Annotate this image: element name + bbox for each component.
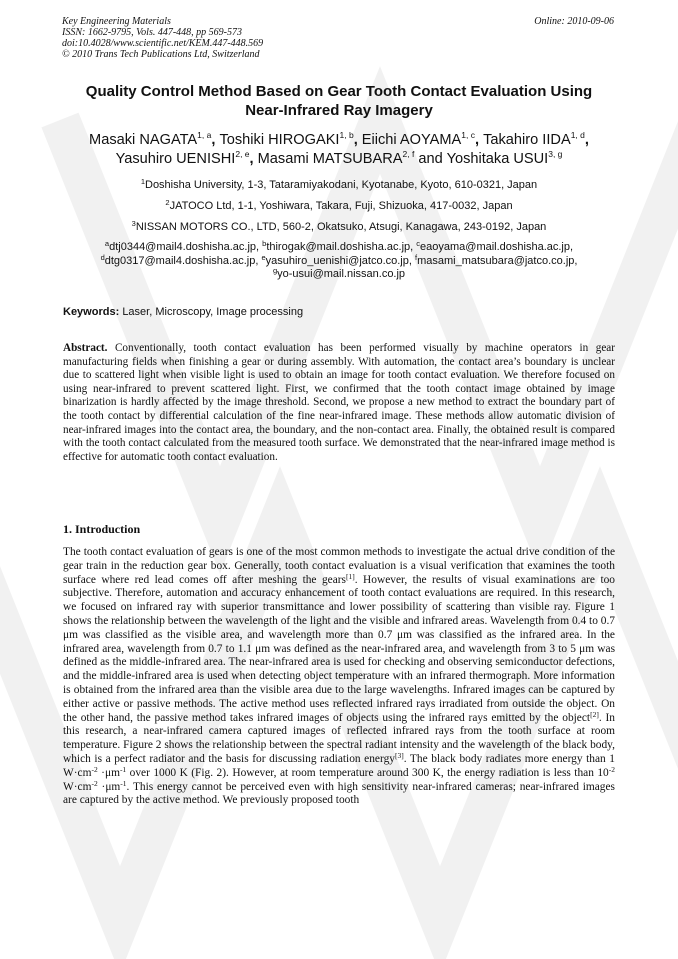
- author-name: Masami MATSUBARA: [257, 151, 403, 167]
- title-line-1: Quality Control Method Based on Gear Tooth Contact Evaluation Using: [85, 83, 593, 100]
- author-sup: 1, a: [197, 130, 212, 140]
- author-list: Masaki NAGATA$^{1, a}$, Toshiki HIROGAKI$^{1, b}$, Eiichi AOYAMA$^{1, c}$, Takahiro IIDA$^{1, d}$, Yasuhiro UENISHI$^{2, e}$, Masami MATSUBARA$^{2, f}$ and Yoshitaka USUI$^{3, g}$: [89, 130, 589, 167]
- online-date: Online: 2010-09-06: [534, 16, 614, 27]
- affiliation-2: [40, 200, 638, 213]
- email-address[interactable]: thirogak@mail.doshisha.ac.jp,: [266, 241, 414, 253]
- exponent: -1: [120, 778, 127, 788]
- citation-ref[interactable]: [1]: [346, 571, 355, 581]
- author-sup: 1, c: [461, 130, 475, 140]
- journal-header: [62, 16, 263, 60]
- affiliation-3: [40, 221, 638, 234]
- affiliation-text: JATOCO Ltd, 1-1, Yoshiwara, Takara, Fuji, Shizuoka, 417-0032, Japan: [169, 200, 513, 212]
- author-sup: 3, g: [548, 149, 563, 159]
- abstract: [63, 342, 615, 464]
- exponent: -2: [91, 764, 98, 774]
- journal-name: Key Engineering Materials: [62, 16, 171, 27]
- email-sup: a: [104, 239, 110, 248]
- intro-run: . The black body radiates more energy than 1 W·cm: [63, 752, 615, 779]
- intro-run: over 1000 K (Fig. 2). However, at room temperature around 300 K, the energy radiation is less than 10: [126, 766, 609, 779]
- exponent: -2: [91, 778, 98, 788]
- section-heading: 1. Introduction: [63, 522, 141, 536]
- author-name: Yasuhiro UENISHI: [115, 151, 236, 167]
- author-name: Eiichi AOYAMA: [361, 132, 462, 148]
- author-name: Yoshitaka USUI: [446, 151, 549, 167]
- issn-line: ISSN: 1662-9795, Vols. 447-448, pp 569-573: [62, 27, 242, 38]
- affiliation-1: [40, 179, 638, 192]
- author-name: Masaki NAGATA: [89, 132, 198, 148]
- exponent: -2: [608, 764, 615, 774]
- affiliation-sup: 1: [140, 177, 145, 186]
- intro-run: . In this research, a near-infrared camera captured images of reflected infrared rays from the tooth surface at room temperature. Figure 2 shows the relationship between the spectral radiant intensity and the wavelength of the black body, which is a perfect radiator and the basis for discussing radiation energy: [63, 711, 616, 765]
- email-sup: c: [416, 239, 421, 248]
- author-sup: 1, d: [570, 130, 585, 140]
- title-line-2: Near-Infrared Ray Imagery: [245, 102, 433, 119]
- doi-line: doi:10.4028/www.scientific.net/KEM.447-448.569: [62, 38, 264, 49]
- email-sup: g: [272, 266, 278, 275]
- affiliation-sup: 2: [165, 198, 170, 207]
- introduction-text: [63, 546, 615, 808]
- abstract-label: Abstract.: [63, 342, 108, 354]
- affiliation-sup: 3: [131, 219, 136, 228]
- author-sup: 1, b: [339, 130, 354, 140]
- email-sup: d: [100, 252, 105, 262]
- email-sup: f: [415, 252, 418, 262]
- author-name: Toshiki HIROGAKI: [219, 132, 340, 148]
- copyright-line: © 2010 Trans Tech Publications Ltd, Switzerland: [62, 49, 260, 60]
- email-address[interactable]: yo-usui@mail.nissan.co.jp: [277, 268, 406, 280]
- email-address[interactable]: dtg0317@mail4.doshisha.ac.jp,: [104, 254, 259, 267]
- keywords-text: Laser, Microscopy, Image processing: [122, 306, 304, 318]
- citation-ref[interactable]: [3]: [394, 750, 404, 760]
- exponent: -1: [119, 764, 127, 774]
- email-address[interactable]: yasuhiro_uenishi@jatco.co.jp,: [265, 254, 412, 267]
- intro-run: The tooth contact evaluation of gears is one of the most common methods to investigate the actual drive condition of the gear train in the reduction gear box. Generally, tooth contact evaluation is a visual verification that examines the tooth surface where red lead comes off after meshing the gears: [63, 546, 615, 586]
- affiliation-text: NISSAN MOTORS CO., LTD, 560-2, Okatsuko, Atsugi, Kanagawa, 243-0192, Japan: [135, 221, 547, 233]
- email-address[interactable]: eaoyama@mail.doshisha.ac.jp,: [420, 241, 574, 253]
- intro-run: ·μm: [97, 766, 120, 779]
- citation-ref[interactable]: [2]: [590, 709, 599, 719]
- intro-run: ·μm: [97, 780, 121, 793]
- author-sup: 2, e: [235, 149, 250, 159]
- keywords: [63, 306, 303, 318]
- intro-run: . This energy cannot be perceived even with high sensitivity near-infrared cameras; near-infrared images are captured by the active method. We previously proposed tooth: [63, 780, 615, 807]
- author-name: Takahiro IIDA: [483, 132, 571, 148]
- affiliation-text: Doshisha University, 1-3, Tataramiyakodani, Kyotanabe, Kyoto, 610-0321, Japan: [145, 179, 538, 191]
- abstract-text: Conventionally, tooth contact evaluation has been performed visually by machine operators in gear manufacturing fields when finishing a gear or during assembly. With automation, the contact area’s boundary is unclear due to scattered light when visible light is used to obtain an image for tooth contact evaluation. We therefore focused on using near-infrared to prevent scattered light. First, we confirmed that the tooth contact image obtained by image binarization is hardly affected by the image threshold. Second, we propose a new method to extract the boundary part of the tooth contact by differential calculation of the fine near-infrared image. These methods allow automatic division of near-infrared images into the contact area, the boundary, and the non-contact area. Finally, the obtained result is compared with the tooth contact calculated from the measured tooth surface. We demonstrated that the near-infrared image method is effective for automatic tooth contact evaluation.: [63, 342, 615, 463]
- email-sup: e: [261, 252, 266, 262]
- keywords-label: Keywords:: [63, 306, 120, 318]
- email-list: [40, 241, 638, 282]
- email-sup: b: [262, 239, 267, 248]
- intro-run: . However, the results of visual examinations are too subjective. Therefore, automation and accuracy enhancement of tooth contact evaluations are required. In this research, we focused on infrared ray with superior transmittance and lower possibility of scattering than visible ray. Figure 1 shows the relationship between the wavelength of the light and the visible and infrared areas. Wavelength from 0.4 to 0.7 μm was classified as the visible area, and wavelength more than 0.7 μm was classified as the infrared area. In the infrared area, wavelength from 0.7 to 1.1 μm was defined as the near-infrared area, and wavelength from 3 to 5 μm was defined as the middle-infrared area. The near-infrared area is used for checking and observing semiconductor defections, and the middle-infrared area is used when detecting object temperature with an infrared thermograph. More information is obtained from the infrared area than the visible area due to the large wavelengths. Infrared images can be captured by either active or passive methods. The active method uses reflected infrared rays irradiated from outside the object. On the other hand, the passive method takes infrared images of objects using the infrared rays emitted by the object: [63, 573, 615, 724]
- intro-run: W·cm: [63, 780, 92, 793]
- email-address[interactable]: masami_matsubara@jatco.co.jp,: [417, 254, 578, 267]
- paper-title: [50, 82, 628, 120]
- author-joiner: and: [418, 151, 443, 167]
- author-sup: 2, f: [402, 149, 415, 159]
- email-address[interactable]: dtj0344@mail4.doshisha.ac.jp,: [109, 241, 260, 253]
